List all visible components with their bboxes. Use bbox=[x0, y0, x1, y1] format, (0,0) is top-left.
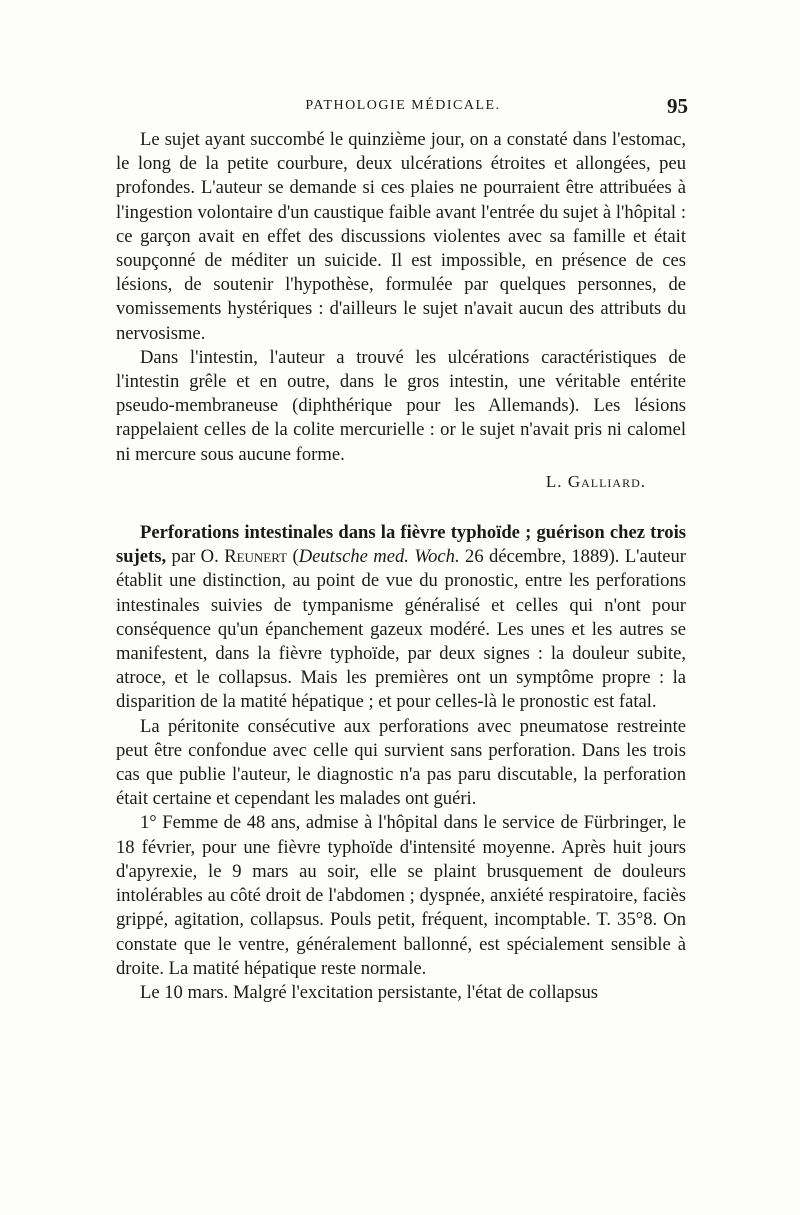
running-head: PATHOLOGIE MÉDICALE. bbox=[305, 98, 501, 113]
article-title: Perforations intestinales dans la fièvre typhoïde ; guérison chez trois sujets, bbox=[116, 522, 686, 568]
article-byline: par O. bbox=[166, 546, 225, 568]
paragraph: Le sujet ayant succombé le quinzième jour, on a constaté dans l'estomac, le long de la petite courbure, deux ulcérations étroites et allongées, peu profondes. L'auteur se demande si ces plaies ne pourraient être attribuées à l'ingestion volontaire d'un caustique faible avant l'entrée du sujet à l'hôpital : ce garçon avait en effet des discussions violentes avec sa famille et était soupçonné de méditer un suicide. Il est impossible, en présence de ces lésions, de soutenir l'hypothèse, formulée par quelques personnes, de vomissements hystériques : d'ailleurs le sujet n'avait aucun des attributs du nervosisme. bbox=[116, 129, 686, 344]
paragraph: La péritonite consécutive aux perforations avec pneumatose restreinte peut être confondue avec celle qui survient sans perforation. Dans les trois cas que publie l'auteur, le diagnostic n'a pas paru discutable, la perforation était certaine et cependant les malades ont guéri. bbox=[116, 715, 686, 810]
article-heading-paragraph: Perforations intestinales dans la fièvre typhoïde ; guérison chez trois sujets, par O. Reunert (Deutsche med. Woch. 26 décembre, 1889). L'auteur établit une distinction, au point de vue du pronostic, entre les perforations intestinales suivies de tympanisme généralisé et celles qui n'ont pour conséquence qu'un épanchement gazeux modéré. Les unes et les autres se manifestent, dans la fièvre typhoïde, par deux signes : la douleur subite, atroce, et le collapsus. Mais les premières ont un symptôme propre : la disparition de la matité hépatique ; et pour celles-là le pronostic est fatal. bbox=[116, 522, 686, 713]
paragraph: Dans l'intestin, l'auteur a trouvé les ulcérations caractéristiques de l'intestin grêle et en outre, dans le gros intestin, une véritable entérite pseudo-membraneuse (diphthérique pour les Allemands). Les lésions rappelaient celles de la colite mercurielle : or le sujet n'avait pris ni calomel ni mercure sous aucune forme. bbox=[116, 346, 686, 465]
paragraph: 1° Femme de 48 ans, admise à l'hôpital dans le service de Fürbringer, le 18 février, pour une fièvre typhoïde d'intensité moyenne. Après huit jours d'apyrexie, le 9 mars au soir, elle se plaint brusquement de douleurs intolérables au côté droit de l'abdomen ; dyspnée, anxiété respiratoire, faciès grippé, agitation, collapsus. Pouls petit, fréquent, incomptable. T. 35°8. On constate que le ventre, généralement ballonné, est spécialement sensible à droite. La matité hépatique reste normale. bbox=[116, 812, 686, 979]
signature bbox=[116, 470, 646, 494]
article-author: Reunert bbox=[224, 546, 288, 568]
article-citation: 26 décembre, 1889). bbox=[459, 546, 625, 568]
article-journal: Deutsche med. Woch. bbox=[298, 546, 460, 568]
paragraph-rest: L'auteur établit une distinction, au point de vue du pronostic, entre les perforations intestinales suivies de tympanisme généralisé et celles qui n'ont pour conséquence qu'un épanchement gazeux modéré. Les unes et les autres se manifestent, dans la fièvre typhoïde, par deux signes : la douleur subite, atroce, et le collapsus. Mais les premières ont un symptôme propre : la disparition de la matité hépatique ; et pour celles-là le pronostic est fatal. bbox=[116, 546, 686, 713]
body-text bbox=[116, 128, 686, 1005]
signature-name: Galliard. bbox=[567, 471, 646, 491]
signature-initial: L. bbox=[545, 471, 568, 491]
section-gap bbox=[116, 494, 686, 521]
page-number: 95 bbox=[667, 94, 688, 118]
paragraph: Le 10 mars. Malgré l'excitation persistante, l'état de collapsus bbox=[140, 981, 598, 1003]
page-header bbox=[118, 94, 688, 122]
